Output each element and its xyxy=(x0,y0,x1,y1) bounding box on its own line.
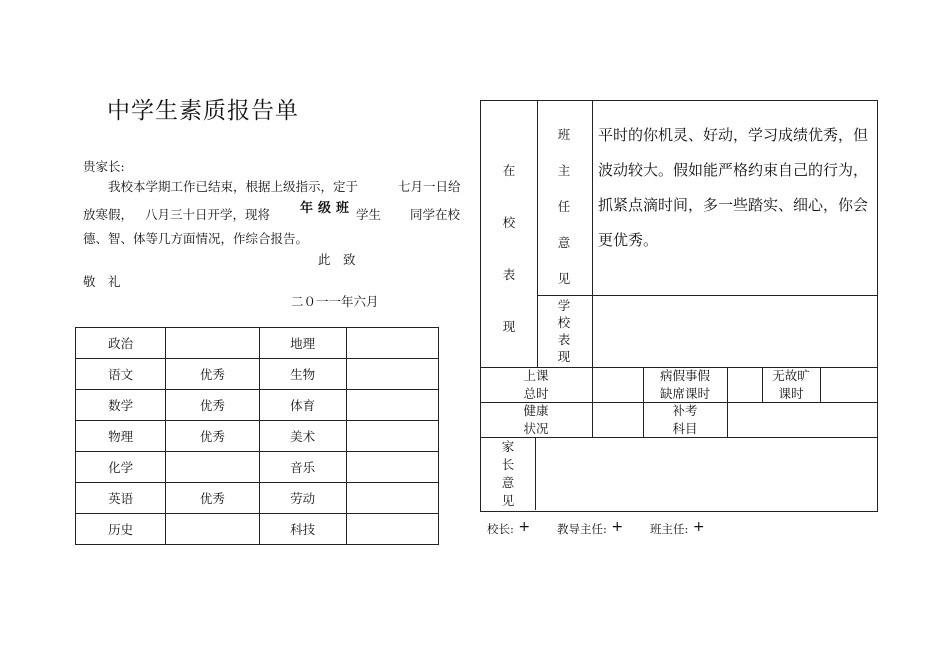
letter-date: 二０一一年六月 xyxy=(291,294,379,309)
subject-cell: 政治 xyxy=(76,328,166,359)
grade-cell xyxy=(346,514,438,545)
closing-2: 敬 礼 xyxy=(83,274,121,289)
signature-mark-icon: + xyxy=(688,519,705,535)
absent-label: 无故旷 课时 xyxy=(772,368,810,401)
divider xyxy=(592,100,593,437)
grade-cell xyxy=(166,452,259,483)
grade-cell xyxy=(346,328,438,359)
grade-cell xyxy=(346,421,438,452)
director-signature: 教导主任: + xyxy=(557,519,624,536)
grade-row xyxy=(76,390,439,421)
subject-cell: 美术 xyxy=(259,421,346,452)
grade-cell xyxy=(166,328,259,359)
letter-line-2a: 放寒假， xyxy=(83,207,134,222)
school-performance-label: 学 校 表 现 xyxy=(557,298,571,364)
letter-line-3: 德、智、体等几方面情况，作综合报告。 xyxy=(83,231,309,246)
grade-cell xyxy=(346,359,438,390)
letter-line-2b: 八月三十日开学，现将 xyxy=(145,207,271,222)
subject-cell: 生物 xyxy=(259,359,346,390)
grade-cell: 优秀 xyxy=(166,390,259,421)
divider xyxy=(535,437,536,510)
divider xyxy=(537,295,877,296)
divider xyxy=(537,100,538,367)
grade-cell: 优秀 xyxy=(166,483,259,514)
parent-opinion-label: 家 长 意 见 xyxy=(501,439,515,508)
teacher-signature: 班主任: + xyxy=(650,519,705,536)
subject-cell: 语文 xyxy=(76,359,166,390)
subject-cell: 地理 xyxy=(259,328,346,359)
subject-cell: 物理 xyxy=(76,421,166,452)
grade-cell: 优秀 xyxy=(166,359,259,390)
divider xyxy=(727,367,728,437)
subject-cell: 数学 xyxy=(76,390,166,421)
teacher-opinion-label: 班 主 任 意 见 xyxy=(557,127,571,286)
subject-cell: 历史 xyxy=(76,514,166,545)
grade-cell: 优秀 xyxy=(166,421,259,452)
principal-signature: 校长: + xyxy=(487,519,531,536)
salutation: 贵家长: xyxy=(83,159,125,174)
class-total-label: 上课 总时 xyxy=(523,368,549,401)
grade-cell xyxy=(346,390,438,421)
subject-cell: 音乐 xyxy=(259,452,346,483)
letter-line-1b: 七月一日给 xyxy=(398,179,461,194)
grades-table xyxy=(75,327,439,545)
sick-leave-label: 病假事假 缺席课时 xyxy=(659,368,710,401)
grade-row xyxy=(76,359,439,390)
page-title: 中学生素质报告单 xyxy=(107,98,299,124)
in-school-label: 在 校 表 现 xyxy=(502,163,516,334)
signature-mark-icon: + xyxy=(513,519,531,535)
grade-cell xyxy=(166,514,259,545)
subject-cell: 化学 xyxy=(76,452,166,483)
grade-cell xyxy=(346,452,438,483)
subject-cell: 科技 xyxy=(259,514,346,545)
signature-mark-icon: + xyxy=(606,519,624,535)
subject-cell: 体育 xyxy=(259,390,346,421)
closing-1: 此 致 xyxy=(318,252,356,267)
makeup-exam-label: 补考 科目 xyxy=(672,403,698,436)
divider xyxy=(820,367,821,402)
subject-cell: 英语 xyxy=(76,483,166,514)
grade-row xyxy=(76,421,439,452)
grade-row xyxy=(76,483,439,514)
grade-row xyxy=(76,328,439,359)
health-label: 健康 状况 xyxy=(523,403,549,436)
teacher-comment: 平时的你机灵、好动，学习成绩优秀，但波动较大。假如能严格约束自己的行为，抓紧点滴时间，多一些踏实、细心，你会更优秀。 xyxy=(598,126,869,249)
handwritten-class: 年级班 xyxy=(300,201,355,216)
grade-row xyxy=(76,514,439,545)
grade-cell xyxy=(346,483,438,514)
letter-line-2c: 学生 xyxy=(356,207,382,222)
subject-cell: 劳动 xyxy=(259,483,346,514)
grade-row xyxy=(76,452,439,483)
letter-line-1a: 我校本学期工作已结束，根据上级指示，定于 xyxy=(108,179,359,194)
letter-line-2d: 同学在校 xyxy=(410,207,461,222)
